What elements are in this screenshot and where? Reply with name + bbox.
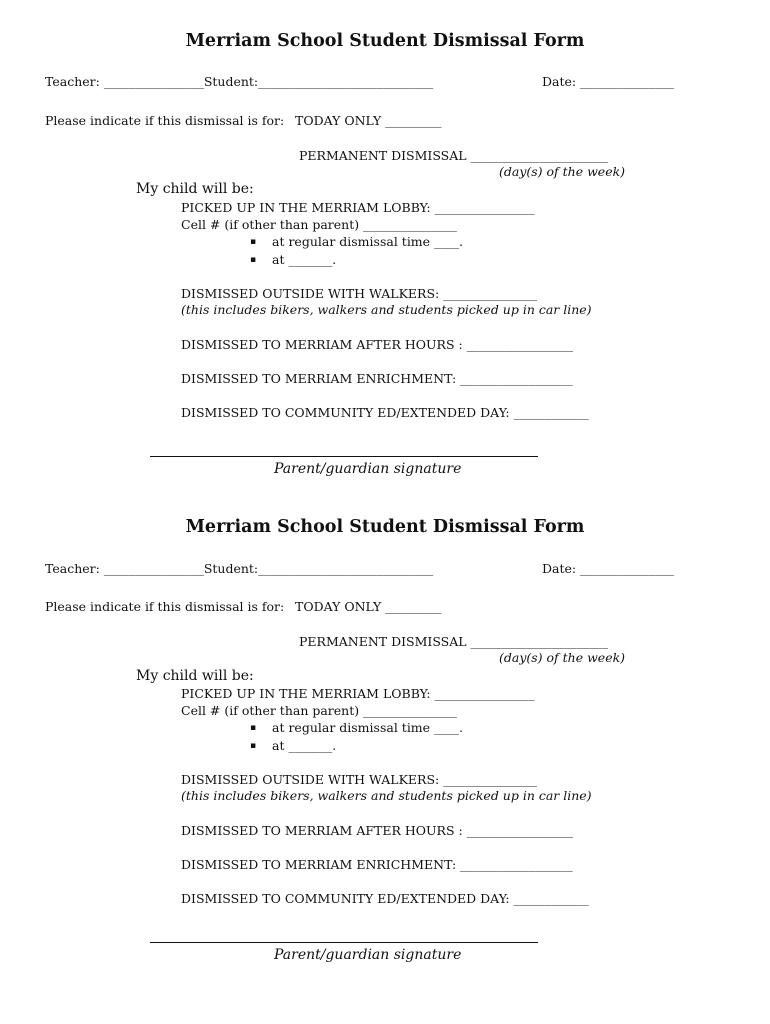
bullet-icon: ▪ <box>250 255 257 265</box>
signature-line <box>150 942 538 943</box>
bullet-icon: ▪ <box>250 741 257 751</box>
form-title: Merriam School Student Dismissal Form <box>185 517 585 537</box>
indicate-label: Please indicate if this dismissal is for: <box>45 599 285 614</box>
cell-number-field: Cell # (if other than parent) _______________ <box>181 217 457 232</box>
at-time-option: at _______. <box>272 252 337 267</box>
regular-time-option: at regular dismissal time ____. <box>272 720 464 735</box>
walkers-note: (this includes bikers, walkers and students picked up in car line) <box>181 788 592 803</box>
cell-number-field: Cell # (if other than parent) _______________ <box>181 703 457 718</box>
my-child-label: My child will be: <box>136 668 254 684</box>
my-child-label: My child will be: <box>136 181 254 197</box>
today-only-option: TODAY ONLY _________ <box>295 113 442 128</box>
signature-label: Parent/guardian signature <box>274 461 462 477</box>
enrichment-option: DISMISSED TO MERRIAM ENRICHMENT: __________________ <box>181 857 573 872</box>
date-line: Date: _______________ <box>542 561 674 576</box>
community-ed-option: DISMISSED TO COMMUNITY ED/EXTENDED DAY: ____________ <box>181 891 589 906</box>
signature-line <box>150 456 538 457</box>
days-of-week-hint: (day(s) of the week) <box>499 164 626 179</box>
at-time-option: at _______. <box>272 738 337 753</box>
walkers-option: DISMISSED OUTSIDE WITH WALKERS: _______________ <box>181 772 537 787</box>
bullet-icon: ▪ <box>250 723 257 733</box>
dismissal-form-2 <box>0 487 770 974</box>
permanent-dismissal-option: PERMANENT DISMISSAL ______________________ <box>299 148 609 163</box>
after-hours-option: DISMISSED TO MERRIAM AFTER HOURS : _________________ <box>181 337 573 352</box>
walkers-note: (this includes bikers, walkers and students picked up in car line) <box>181 302 592 317</box>
date-line: Date: _______________ <box>542 74 674 89</box>
regular-time-option: at regular dismissal time ____. <box>272 234 464 249</box>
dismissal-form-1 <box>0 0 770 487</box>
bullet-icon: ▪ <box>250 237 257 247</box>
enrichment-option: DISMISSED TO MERRIAM ENRICHMENT: __________________ <box>181 371 573 386</box>
community-ed-option: DISMISSED TO COMMUNITY ED/EXTENDED DAY: ____________ <box>181 405 589 420</box>
signature-label: Parent/guardian signature <box>274 947 462 963</box>
days-of-week-hint: (day(s) of the week) <box>499 650 626 665</box>
teacher-student-line: Teacher: ________________Student:____________________________ <box>45 74 434 89</box>
today-only-option: TODAY ONLY _________ <box>295 599 442 614</box>
picked-up-lobby-option: PICKED UP IN THE MERRIAM LOBBY: ________________ <box>181 686 535 701</box>
walkers-option: DISMISSED OUTSIDE WITH WALKERS: _______________ <box>181 286 537 301</box>
form-title: Merriam School Student Dismissal Form <box>185 31 585 51</box>
teacher-student-line: Teacher: ________________Student:____________________________ <box>45 561 434 576</box>
permanent-dismissal-option: PERMANENT DISMISSAL ______________________ <box>299 634 609 649</box>
after-hours-option: DISMISSED TO MERRIAM AFTER HOURS : _________________ <box>181 823 573 838</box>
picked-up-lobby-option: PICKED UP IN THE MERRIAM LOBBY: ________________ <box>181 200 535 215</box>
indicate-label: Please indicate if this dismissal is for: <box>45 113 285 128</box>
